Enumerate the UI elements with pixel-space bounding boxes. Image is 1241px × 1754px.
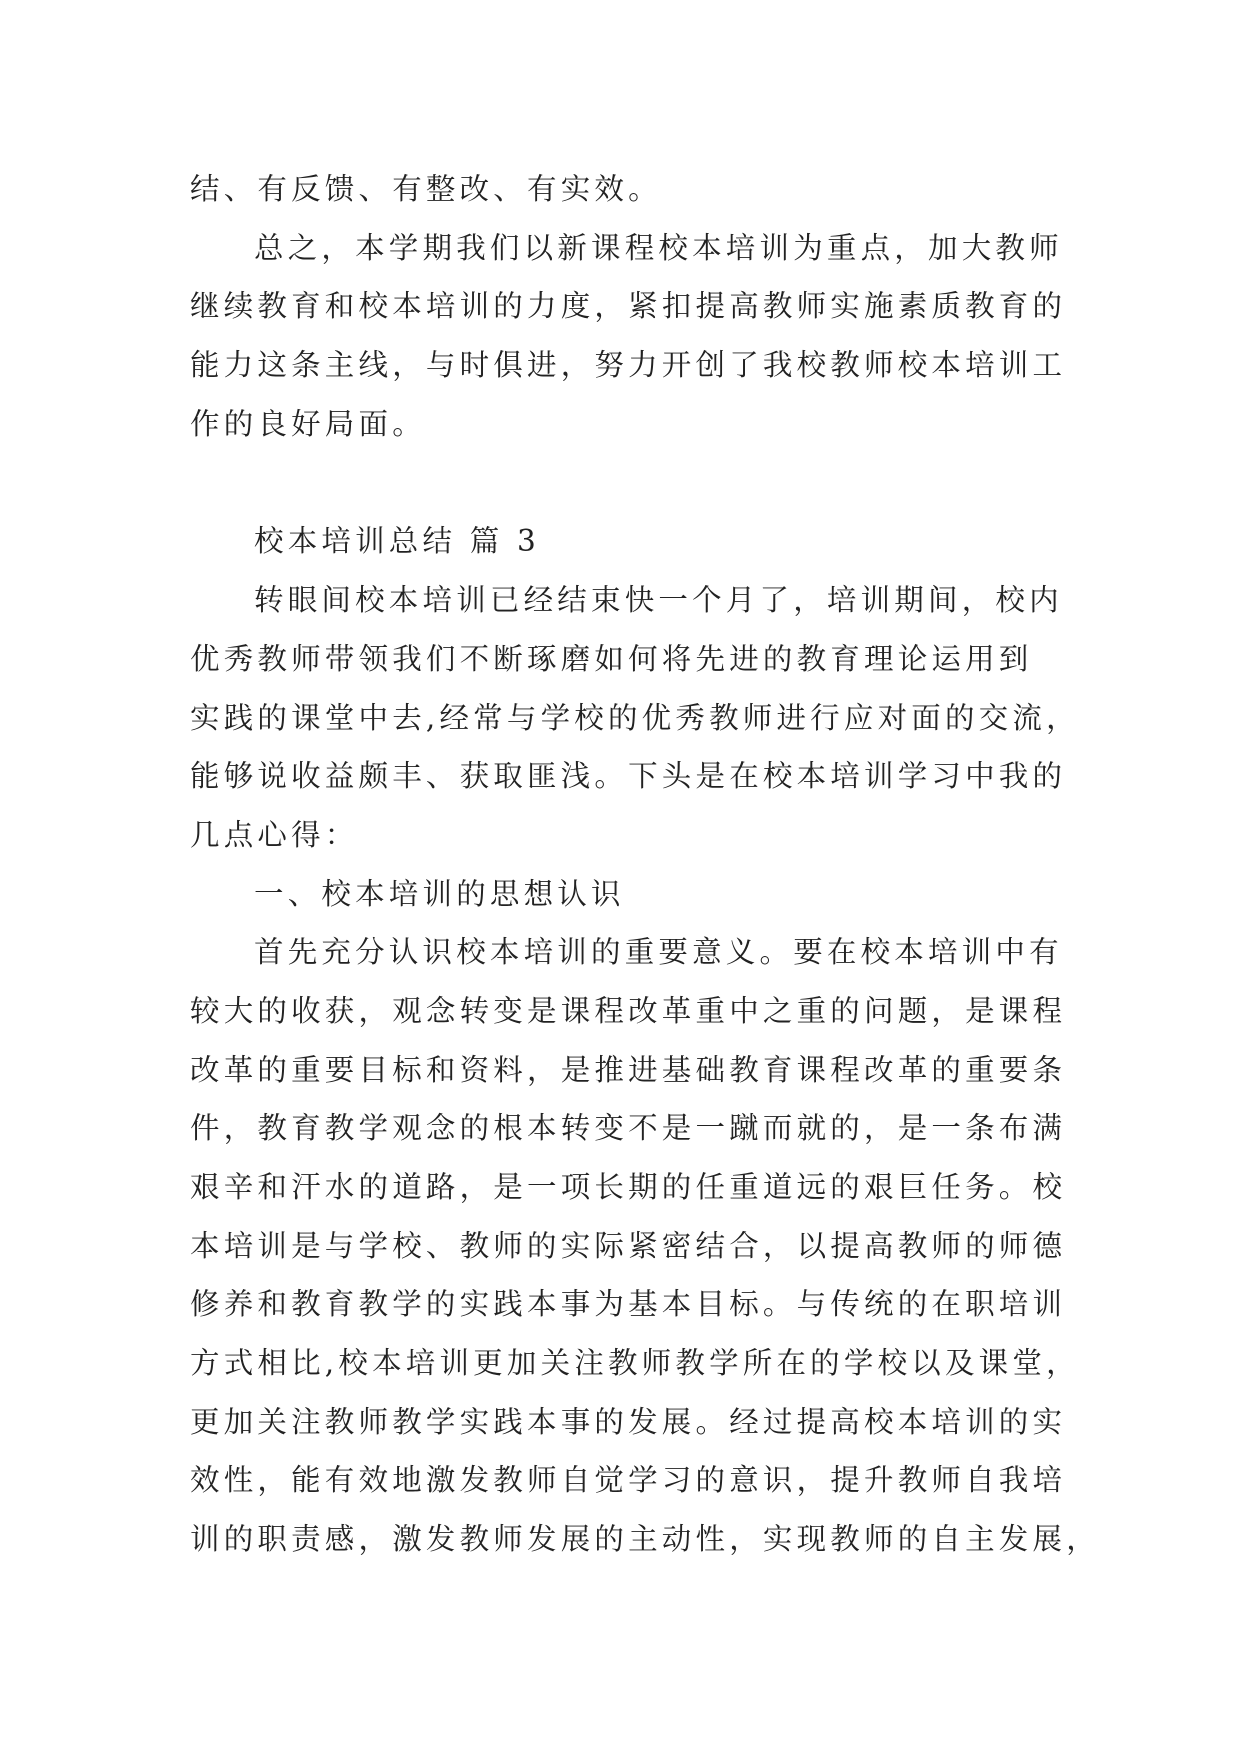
conclusion-paragraph xyxy=(190,219,1067,454)
section-gap xyxy=(190,453,1052,512)
text-line: 总之，本学期我们以新课程校本培训为重点，加大教师 xyxy=(254,230,1063,265)
text-line: 结、有反馈、有整改、有实效。 xyxy=(190,172,662,206)
text-line: 效性，能有效地激发教师自觉学习的意识，提升教师自我培 xyxy=(190,1463,1067,1498)
text-line: 首先充分认识校本培训的重要意义。要在校本培训中有 xyxy=(254,935,1063,970)
text-line: 更加关注教师教学实践本事的发展。经过提高校本培训的实 xyxy=(190,1404,1067,1439)
text-line: 较大的收获，观念转变是课程改革重中之重的问题，是课程 xyxy=(190,993,1067,1028)
text-line: 件，教育教学观念的根本转变不是一蹴而就的，是一条布满 xyxy=(190,1111,1067,1146)
text-line: 转眼间校本培训已经结束快一个月了，培训期间，校内 xyxy=(254,583,1063,618)
text-line: 几点心得： xyxy=(190,817,359,852)
text-line: 修养和教育教学的实践本事为基本目标。与传统的在职培训 xyxy=(190,1287,1067,1322)
text-line: 继续教育和校本培训的力度，紧扣提高教师实施素质教育的 xyxy=(190,289,1067,324)
text-line: 能力这条主线，与时俱进，努力开创了我校教师校本培训工 xyxy=(190,348,1067,383)
text-line: 作的良好局面。 xyxy=(190,406,426,441)
text-line: 方式相比,校本培训更加关注教师教学所在的学校以及课堂， xyxy=(190,1346,1080,1381)
text-line: 改革的重要目标和资料，是推进基础教育课程改革的重要条 xyxy=(190,1052,1067,1087)
document-content xyxy=(190,160,1100,1569)
text-line: 优秀教师带领我们不断琢磨如何将先进的教育理论运用到 xyxy=(190,641,1033,676)
text-line: 艰辛和汗水的道路，是一项长期的任重道远的艰巨任务。校 xyxy=(190,1170,1067,1205)
intro-paragraph xyxy=(190,160,1052,219)
text-line: 能够说收益颇丰、获取匪浅。下头是在校本培训学习中我的 xyxy=(190,759,1067,794)
body-paragraph xyxy=(190,923,1100,1569)
text-line: 实践的课堂中去,经常与学校的优秀教师进行应对面的交流， xyxy=(190,700,1080,735)
subheading: 一、校本培训的思想认识 xyxy=(254,876,625,911)
text-line: 本培训是与学校、教师的实际紧密结合，以提高教师的师德 xyxy=(190,1228,1067,1263)
section-intro-paragraph xyxy=(190,571,1080,864)
section-title: 校本培训总结 篇 3 xyxy=(254,524,541,559)
text-line: 训的职责感，激发教师发展的主动性，实现教师的自主发展， xyxy=(190,1522,1100,1557)
